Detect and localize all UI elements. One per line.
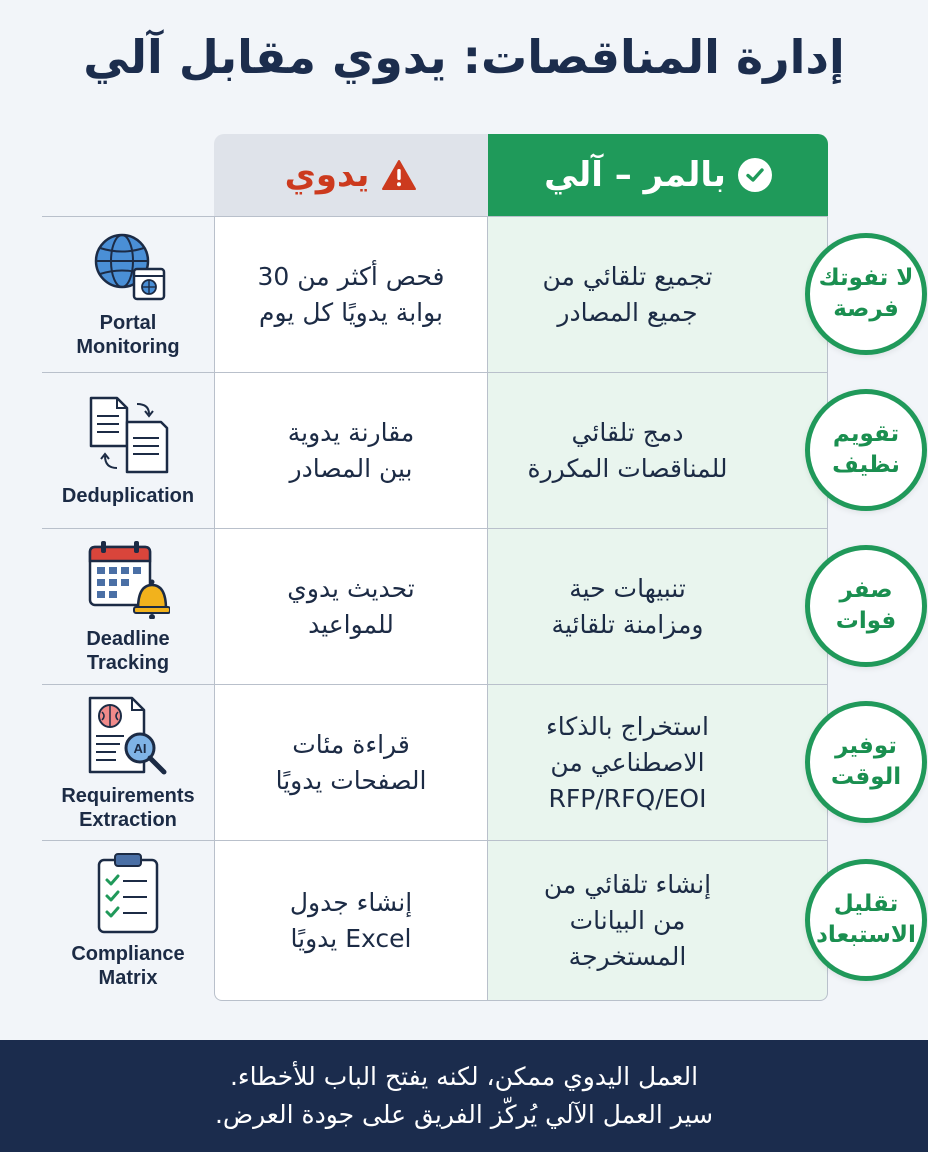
comparison-table bbox=[42, 134, 916, 1000]
column-header-automated bbox=[488, 134, 828, 216]
feature-cell bbox=[42, 373, 214, 528]
benefit-badge: صفر فوات bbox=[805, 545, 927, 667]
globe-browser-icon bbox=[88, 231, 168, 307]
benefit-badge: تقليل الاستبعاد bbox=[805, 859, 927, 981]
feature-cell bbox=[42, 529, 214, 684]
table-row bbox=[42, 217, 914, 373]
feature-label: Requirements Extraction bbox=[61, 784, 195, 831]
comparison-rows bbox=[42, 216, 916, 1000]
automated-cell: استخراج بالذكاء الاصطناعي من RFP/RFQ/EOI bbox=[488, 685, 828, 840]
feature-cell bbox=[42, 685, 214, 840]
table-row bbox=[42, 529, 897, 685]
table-row bbox=[42, 373, 900, 529]
footer-line-2: سير العمل الآلي يُركّز الفريق على جودة العرض. bbox=[214, 1100, 714, 1129]
table-row bbox=[42, 841, 916, 1001]
benefit-badge: توفير الوقت bbox=[805, 701, 927, 823]
column-header-manual bbox=[214, 134, 488, 216]
manual-column-label: يدوي bbox=[284, 155, 370, 195]
manual-cell: مقارنة يدوية بين المصادر bbox=[214, 373, 488, 528]
manual-cell: تحديث يدوي للمواعيد bbox=[214, 529, 488, 684]
feature-cell bbox=[42, 841, 214, 1000]
footer-line-1: العمل اليدوي ممكن، لكنه يفتح الباب للأخطاء. bbox=[229, 1062, 699, 1091]
automated-cell: تنبيهات حية ومزامنة تلقائية bbox=[488, 529, 828, 684]
feature-label: Portal Monitoring bbox=[76, 311, 180, 358]
automated-cell: تجميع تلقائي من جميع المصادر bbox=[488, 217, 828, 372]
duplicate-documents-icon bbox=[87, 394, 169, 480]
check-circle-icon bbox=[738, 158, 772, 192]
table-row bbox=[42, 685, 902, 841]
ai-document-search-icon bbox=[86, 694, 170, 780]
automated-cell: إنشاء تلقائي من من البيانات المستخرجة bbox=[488, 841, 828, 1001]
automated-column-label: بالمر – آلي bbox=[544, 155, 726, 195]
benefit-badge: تقويم نظيف bbox=[805, 389, 927, 511]
page-title: إدارة المناقصات: يدوي مقابل آلي bbox=[83, 30, 845, 84]
footer-banner bbox=[0, 1040, 928, 1152]
calendar-bell-icon bbox=[86, 539, 170, 623]
manual-cell: إنشاء جدول Excel يدويًا bbox=[214, 841, 488, 1001]
benefit-badge: لا تفوتك فرصة bbox=[805, 233, 927, 355]
clipboard-checklist-icon bbox=[93, 852, 163, 938]
feature-cell bbox=[42, 217, 214, 372]
svg-text:AI: AI bbox=[133, 740, 147, 756]
automated-cell: دمج تلقائي للمناقصات المكررة bbox=[488, 373, 828, 528]
manual-cell: قراءة مئات الصفحات يدويًا bbox=[214, 685, 488, 840]
manual-cell: فحص أكثر من 30 بوابة يدويًا كل يوم bbox=[214, 217, 488, 372]
feature-label: Deduplication bbox=[61, 484, 195, 507]
feature-label: Deadline Tracking bbox=[86, 627, 170, 674]
feature-label: Compliance Matrix bbox=[71, 942, 185, 989]
warning-triangle-icon bbox=[381, 159, 417, 191]
